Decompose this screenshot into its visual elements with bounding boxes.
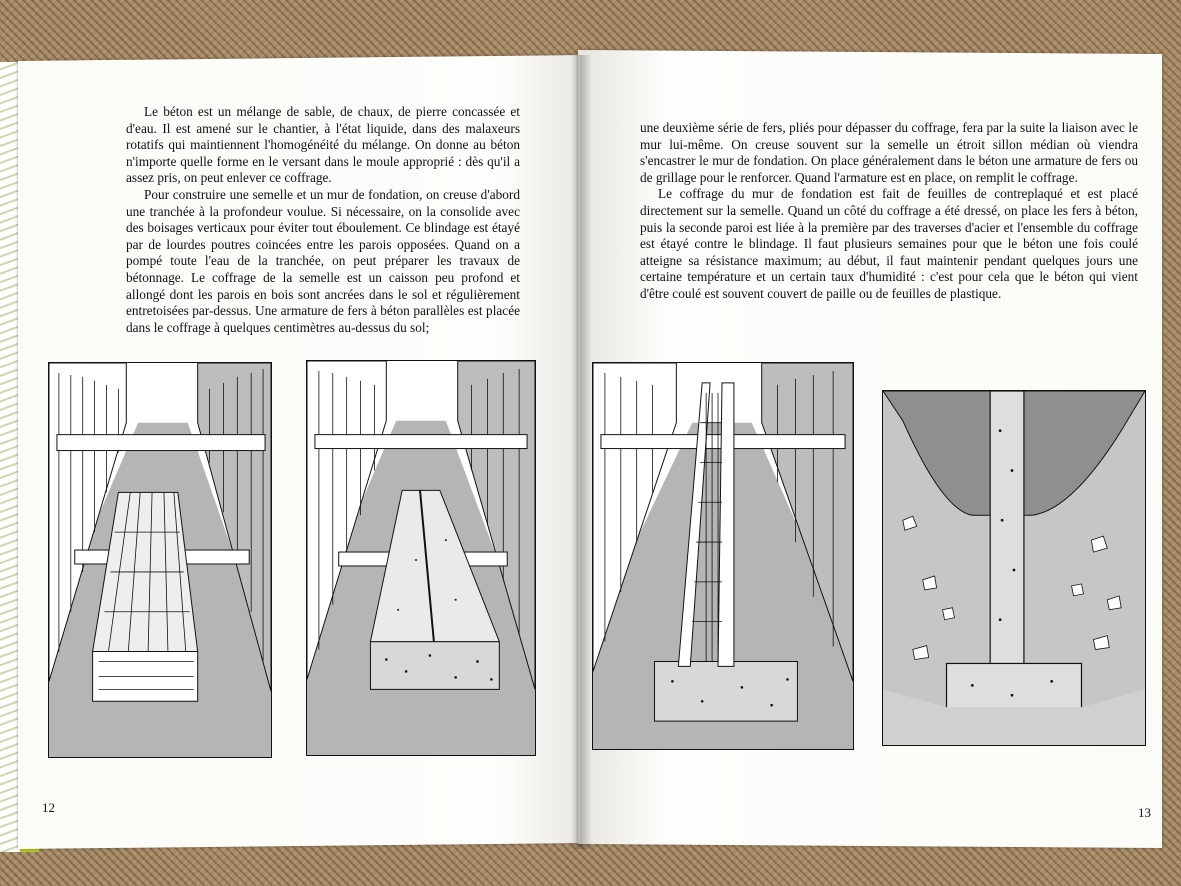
illustration-wall-formwork xyxy=(592,362,854,750)
paragraph: Le béton est un mélange de sable, de chaux, de pierre concassée et d'eau. Il est amené sur le chantier, à l'état liquide, dans des malaxeurs rotatifs qui maintiennent l'homogénéité du mélange. On donne au béton n'importe quelle forme en le versant dans le moule approprié : dès qu'il a assez pris, on peut enlever ce coffrage. xyxy=(126,104,520,186)
illustration-footing-poured-drawing xyxy=(307,361,535,755)
paragraph: Le coffrage du mur de fondation est fait de feuilles de contreplaqué et est placé directement sur la semelle. Quand un côté du coffrage a été dressé, on place les fers à béton, puis la seconde paroi est liée à la première par des traverses d'acier et l'ensemble du coffrage est étayé contre le blindage. Il faut plusieurs semaines pour que le béton une fois coulé atteigne sa résistance maximum; au début, il faut maintenir pendant quelques jours une certaine température et un certain taux d'humidité : c'est pour cela que le béton qui vient d'être coulé est souvent couvert de paille ou de feuilles de plastique. xyxy=(640,186,1138,301)
illustration-footing-poured xyxy=(306,360,536,756)
left-page-text xyxy=(126,104,520,336)
illustration-formwork-rebar xyxy=(48,362,272,758)
right-page-text xyxy=(640,120,1138,303)
page-number-left: 12 xyxy=(42,800,55,815)
illustration-finished-wall-drawing xyxy=(883,391,1145,745)
page-number-right: 13 xyxy=(1138,805,1151,820)
cover-pattern xyxy=(0,62,20,852)
paragraph: Pour construire une semelle et un mur de fondation, on creuse d'abord une tranchée à la profondeur voulue. Si nécessaire, on la consolide avec des boisages verticaux pour éviter tout éboulement. Ce blindage est étayé par de lourdes poutres coincées entre les parois opposées. Quand on a pompé toute l'eau de la tranchée, on peut préparer les travaux de bétonnage. Le coffrage de la semelle est un caisson peu profond et allongé dont les parois en bois sont ancrées dans le sol et régulièrement entretoisées par-dessus. Une armature de fers à béton parallèles est placée dans le coffrage à quelques centimètres au-dessus du sol; xyxy=(126,186,520,335)
illustration-wall-formwork-drawing xyxy=(593,363,853,749)
paragraph: une deuxième série de fers, pliés pour dépasser du coffrage, fera par la suite la liaison avec le mur lui-même. On creuse souvent sur la semelle un étroit sillon médian où viendra s'encastrer le mur de fondation. On place généralement dans le béton une armature de fers ou de grillage pour le renforcer. Quand l'armature est en place, on remplit le coffrage. xyxy=(640,120,1138,185)
illustration-finished-wall xyxy=(882,390,1146,746)
illustration-formwork-rebar-drawing xyxy=(49,363,271,757)
book-gutter xyxy=(570,55,592,849)
